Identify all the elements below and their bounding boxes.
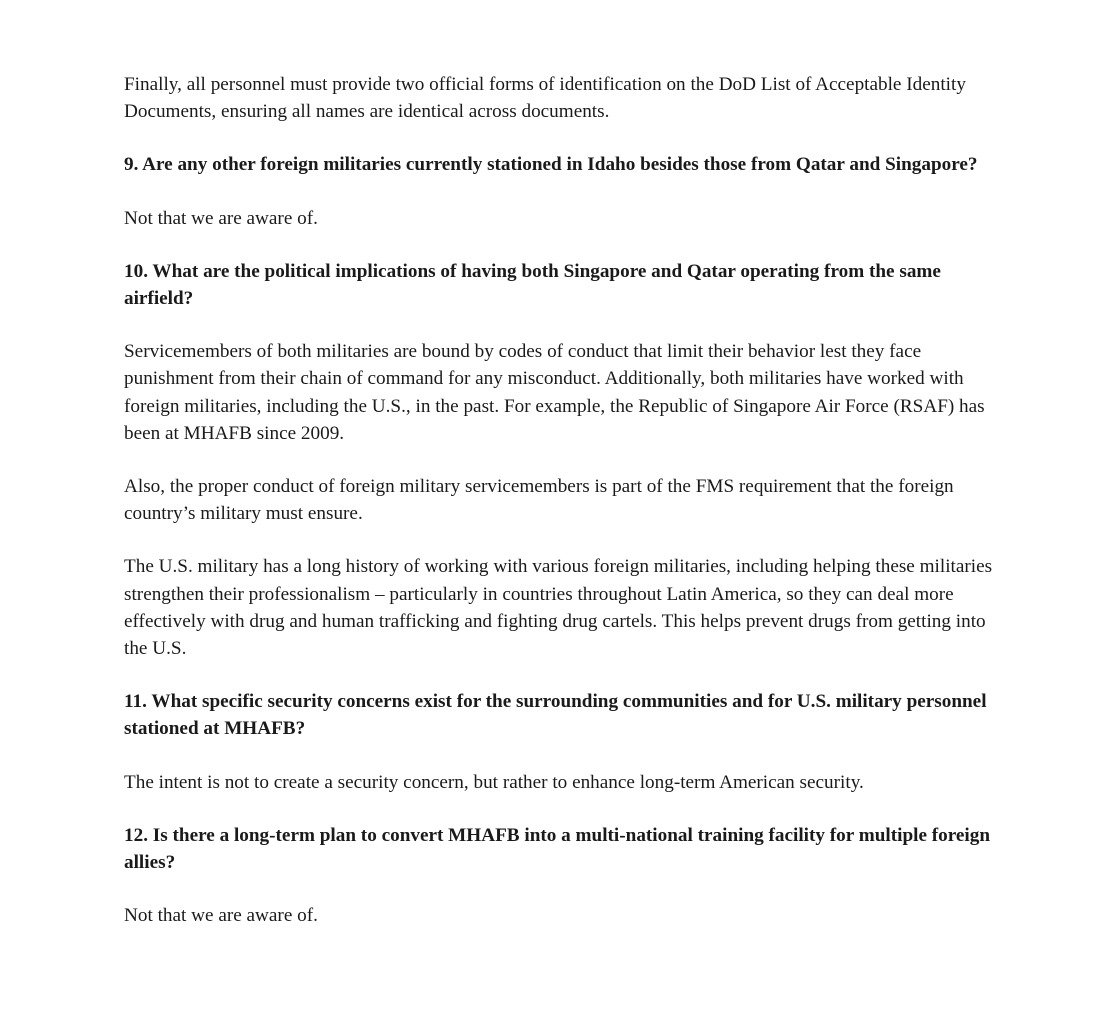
answer-11: The intent is not to create a security concern, but rather to enhance long-term American security. (124, 771, 864, 793)
question-9: 9. Are any other foreign militaries currently stationed in Idaho besides those from Qatar and Singapore? (124, 154, 978, 176)
question-12: 12. Is there a long-term plan to convert MHAFB into a multi-national training facility for multiple foreign allies? (124, 824, 991, 874)
document-page (124, 71, 1004, 955)
intro-paragraph: Finally, all personnel must provide two official forms of identification on the DoD List of Acceptable Identity Documents, ensuring all names are identical across documents. (124, 74, 966, 123)
question-10: 10. What are the political implications of having both Singapore and Qatar operating from the same airfield? (124, 260, 941, 310)
answer-10-paragraph-3: The U.S. military has a long history of working with various foreign militaries, including helping these militaries strengthen their professionalism – particularly in countries throughout Latin America, so they can deal more effectively with drug and human trafficking and fighting drug cartels. This helps prevent drugs from getting into the U.S. (124, 556, 993, 660)
question-11: 11. What specific security concerns exist for the surrounding communities and for U.S. military personnel stationed at MHAFB? (124, 691, 987, 740)
answer-9: Not that we are aware of. (124, 207, 318, 229)
answer-10-paragraph-1: Servicemembers of both militaries are bound by codes of conduct that limit their behavior lest they face punishment from their chain of command for any misconduct. Additionally, both militaries have worked with foreign militaries, including the U.S., in the past. For example, the Republic of Singapore Air Force (RSAF) has been at MHAFB since 2009. (124, 341, 985, 444)
answer-12: Not that we are aware of. (124, 905, 318, 927)
answer-10-paragraph-2: Also, the proper conduct of foreign military servicemembers is part of the FMS requirement that the foreign country’s military must ensure. (124, 476, 954, 525)
